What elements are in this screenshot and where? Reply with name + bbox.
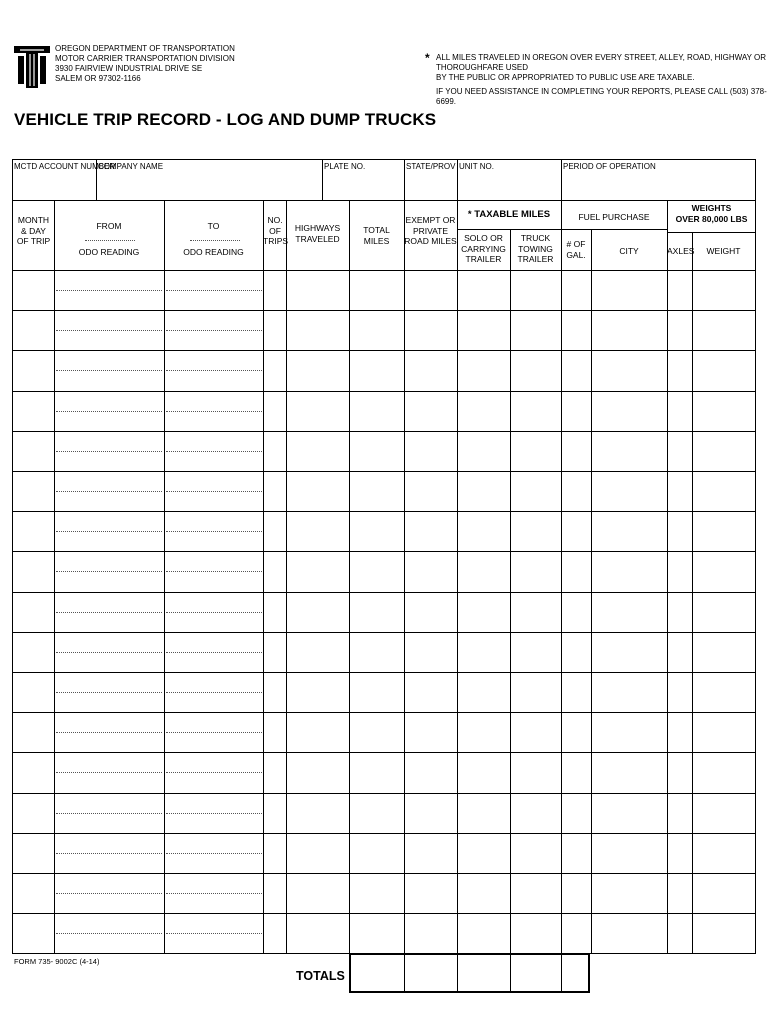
table-row-line [12,431,756,432]
table-row-line [12,551,756,552]
truck-towing-header [510,233,561,265]
odo-divider [166,612,262,613]
header-line: HIGHWAYS [294,223,341,233]
header-line: GAL. [566,249,586,260]
table-row-line [12,913,756,914]
table-row-line [12,672,756,673]
odo-divider [56,893,162,894]
exempt-header [404,215,457,247]
table-row-line [12,712,756,713]
trips-header [263,215,287,247]
odo-divider [56,531,162,532]
to-odo-header: ODO READING [183,247,244,257]
header-line: TRAVELED [295,233,340,244]
col-line [591,229,592,953]
odo-divider [56,652,162,653]
solo-carrying-header [457,233,510,265]
header-line: OF TRIP [16,236,51,246]
taxable-note-line: ALL MILES TRAVELED IN OREGON OVER EVERY STREET, ALLEY, ROAD, HIGHWAY OR THOROUGHFARE USED [436,53,767,72]
col-line [404,200,405,953]
table-row-line [12,632,756,633]
taxable-miles-header: * TAXABLE MILES [467,209,551,220]
header-line: OF [269,225,281,236]
totals-divider [510,953,511,993]
totals-divider [404,953,405,993]
table-row-line [12,391,756,392]
table-top [12,200,756,201]
odo-divider [166,732,262,733]
highways-header [286,223,349,244]
plate-number-label: PLATE NO. [324,162,366,171]
divider [322,159,323,200]
table-row-line [12,592,756,593]
taxable-note-line: BY THE PUBLIC OR APPROPRIATED TO PUBLIC USE ARE TAXABLE. [436,73,695,82]
header-line: TRUCK [520,233,551,243]
taxable-divider [457,229,561,230]
weight-header: WEIGHT [706,246,741,256]
col-line [349,200,350,953]
month-day-header [12,215,55,247]
odo-divider [166,531,262,532]
account-number-label: MCTD ACCOUNT NUMBER [14,162,116,171]
table-row-line [12,833,756,834]
odo-divider [166,652,262,653]
city-header: CITY [619,246,639,256]
odo-divider [166,571,262,572]
header-line: & DAY [21,225,46,236]
info-box-top [12,159,756,160]
header-line: EXEMPT OR [405,215,456,225]
divider [12,159,13,200]
divider [755,159,756,200]
header-line: TOTAL [363,225,390,235]
header-line: MILES [363,235,390,246]
odot-logo [12,44,52,92]
table-header-bottom [12,270,756,271]
totals-divider [561,953,562,993]
table-row-line [12,793,756,794]
odo-divider [56,571,162,572]
axles-header: AXLES [667,246,695,256]
divider [404,159,405,200]
from-divider [85,240,135,241]
form-number: FORM 735- 9002C (4-14) [14,957,100,966]
header-line: CARRYING [461,243,506,254]
table-row-line [12,471,756,472]
odo-divider [56,370,162,371]
table-row-line [12,511,756,512]
odo-divider [56,451,162,452]
header-line: MONTH [17,215,50,225]
odo-divider [166,813,262,814]
fuel-divider [561,229,667,230]
odo-divider [56,330,162,331]
header-line: WEIGHTS [691,203,732,213]
company-name-label: COMPANY NAME [98,162,164,171]
odo-divider [166,330,262,331]
odo-divider [56,612,162,613]
table-row-line [12,873,756,874]
divider [561,159,562,200]
agency-line: MOTOR CARRIER TRANSPORTATION DIVISION [55,54,235,63]
table-row-line [12,752,756,753]
odo-divider [166,491,262,492]
form-title: VEHICLE TRIP RECORD - LOG AND DUMP TRUCKS [14,110,437,129]
header-line: # OF [566,239,586,249]
header-line: NO. [267,215,283,225]
odo-divider [166,411,262,412]
odo-divider [56,933,162,934]
col-line [457,200,458,953]
col-line [561,200,562,953]
odo-divider [56,732,162,733]
table-row-line [12,350,756,351]
header-line: ROAD MILES [404,236,457,246]
col-line [164,200,165,953]
odo-divider [56,491,162,492]
to-header: TO [207,221,220,231]
period-label: PERIOD OF OPERATION [563,162,656,171]
header-line: TRAILER [517,254,554,264]
agency-line: OREGON DEPARTMENT OF TRANSPORTATION [55,44,235,53]
header-line: TOWING [518,243,553,254]
header-line: SOLO OR [464,233,503,243]
odo-divider [166,893,262,894]
odo-divider [56,813,162,814]
col-line [510,229,511,953]
odo-divider [166,451,262,452]
odo-divider [166,853,262,854]
from-odo-header: ODO READING [78,247,140,257]
col-line [12,200,13,953]
odo-divider [166,933,262,934]
odo-divider [166,370,262,371]
table-row-line [12,310,756,311]
header-line: TRAILER [465,254,502,264]
col-line [54,200,55,953]
weights-header [667,203,756,224]
col-line [755,200,756,953]
col-line [667,200,668,953]
totals-divider [457,953,458,993]
assistance-note: IF YOU NEED ASSISTANCE IN COMPLETING YOUR REPORTS, PLEASE CALL (503) 378-6699. [436,87,767,106]
taxable-note [436,53,770,83]
weights-divider [667,232,756,233]
odo-divider [56,853,162,854]
agency-line: SALEM OR 97302-1166 [55,74,141,83]
odo-divider [166,772,262,773]
odo-divider [56,290,162,291]
odo-divider [166,290,262,291]
taxable-note-star: * [425,51,430,65]
from-header: FROM [96,221,122,231]
col-line [263,200,264,953]
header-line: OVER 80,000 LBS [675,213,748,224]
gallons-header [561,239,591,260]
total-miles-header [349,225,404,246]
agency-line: 3930 FAIRVIEW INDUSTRIAL DRIVE SE [55,64,203,73]
odo-divider [56,692,162,693]
totals-label: TOTALS [296,969,345,983]
odo-divider [56,772,162,773]
fuel-purchase-header: FUEL PURCHASE [578,212,650,222]
unit-number-label: UNIT NO. [459,162,494,171]
agency-address [55,44,235,84]
col-line [286,200,287,953]
odo-divider [166,692,262,693]
state-prov-label: STATE/PROV [406,162,456,171]
totals-box [349,953,590,993]
odo-divider [56,411,162,412]
to-divider [190,240,240,241]
header-line: PRIVATE [412,225,449,236]
divider [457,159,458,200]
header-line: TRIPS [263,236,289,246]
